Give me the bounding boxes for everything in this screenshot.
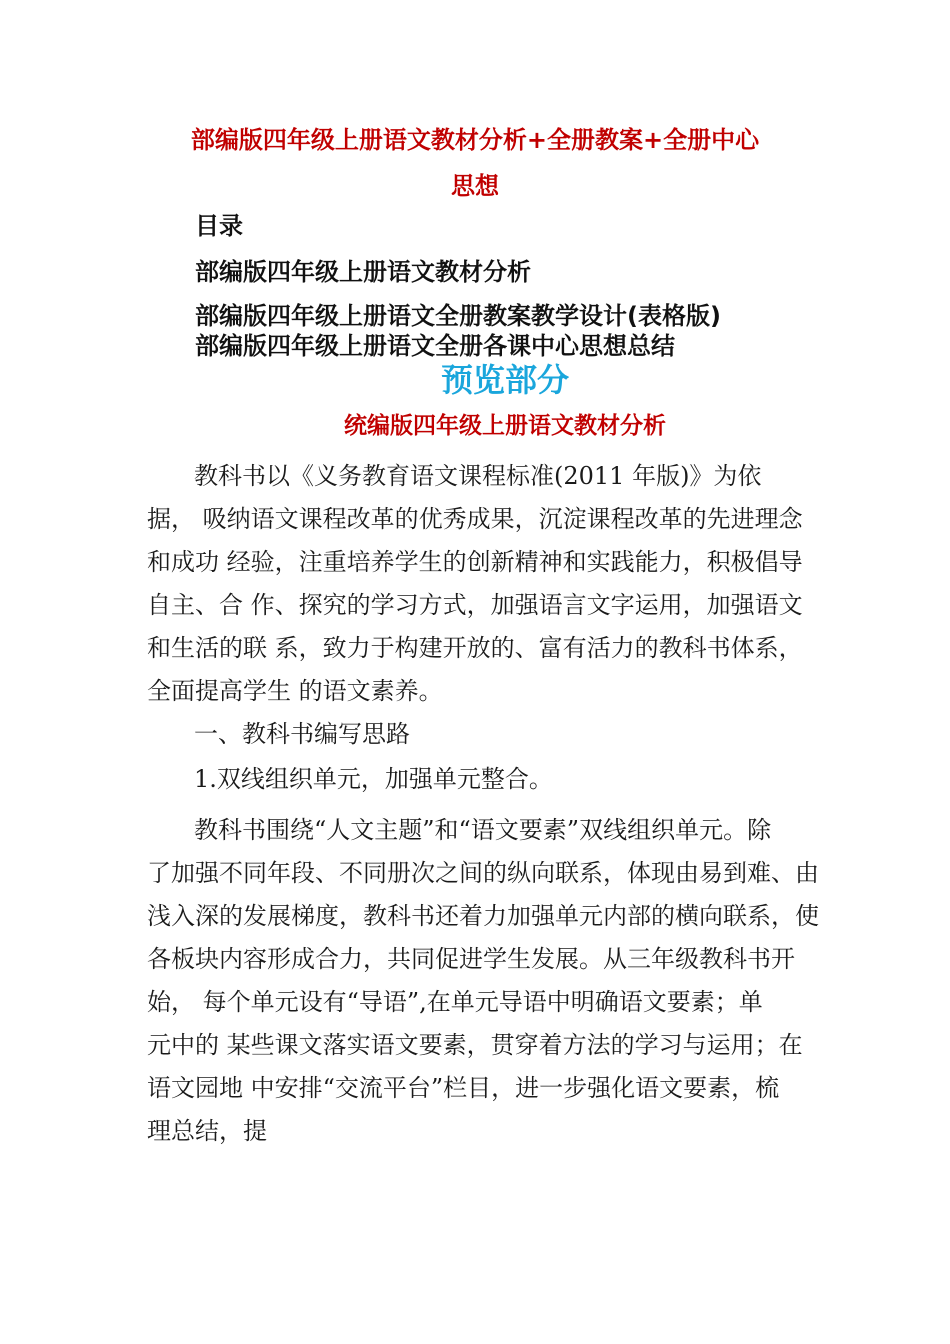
- para1-line-2: 据， 吸纳语文课程改革的优秀成果，沉淀课程改革的先进理念: [147, 505, 803, 533]
- document-title-line-2: 思想: [451, 172, 499, 200]
- document-title-line-1: 部编版四年级上册语文教材分析+全册教案+全册中心: [190, 126, 760, 154]
- toc-item-2: 部编版四年级上册语文全册教案教学设计(表格版): [195, 302, 721, 330]
- toc-heading: 目录: [195, 212, 243, 240]
- heading-1: 一、教科书编写思路: [194, 720, 410, 748]
- para1-line-6: 全面提高学生 的语文素养。: [147, 677, 443, 705]
- para2-line-3: 浅入深的发展梯度，教科书还着力加强单元内部的横向联系，使: [147, 902, 819, 930]
- para2-line-8: 理总结，提: [147, 1117, 267, 1145]
- para2-line-6: 元中的 某些课文落实语文要素，贯穿着方法的学习与运用；在: [147, 1031, 803, 1059]
- para2-line-2: 了加强不同年段、不同册次之间的纵向联系，体现由易到难、由: [147, 859, 819, 887]
- preview-label: 预览部分: [440, 361, 569, 399]
- toc-item-3: 部编版四年级上册语文全册各课中心思想总结: [195, 332, 675, 360]
- para1-line-1: 教科书以《义务教育语文课程标准(2011 年版)》为依: [194, 462, 762, 490]
- para1-line-3: 和成功 经验，注重培养学生的创新精神和实践能力，积极倡导: [147, 548, 803, 576]
- section-title: 统编版四年级上册语文教材分析: [344, 413, 666, 439]
- subheading-1: 1.双线组织单元，加强单元整合。: [194, 765, 553, 793]
- para1-line-5: 和生活的联 系，致力于构建开放的、富有活力的教科书体系，: [147, 634, 803, 662]
- para2-line-5: 始， 每个单元设有“导语”,在单元导语中明确语文要素；单: [147, 988, 763, 1016]
- toc-item-1: 部编版四年级上册语文教材分析: [195, 258, 531, 286]
- para2-line-7: 语文园地 中安排“交流平台”栏目，进一步强化语文要素，梳: [147, 1074, 780, 1102]
- para1-line-4: 自主、合 作、探究的学习方式，加强语言文字运用，加强语文: [147, 591, 803, 619]
- para2-line-4: 各板块内容形成合力，共同促进学生发展。从三年级教科书开: [147, 945, 795, 973]
- para2-line-1: 教科书围绕“人文主题”和“语文要素”双线组织单元。除: [194, 816, 772, 844]
